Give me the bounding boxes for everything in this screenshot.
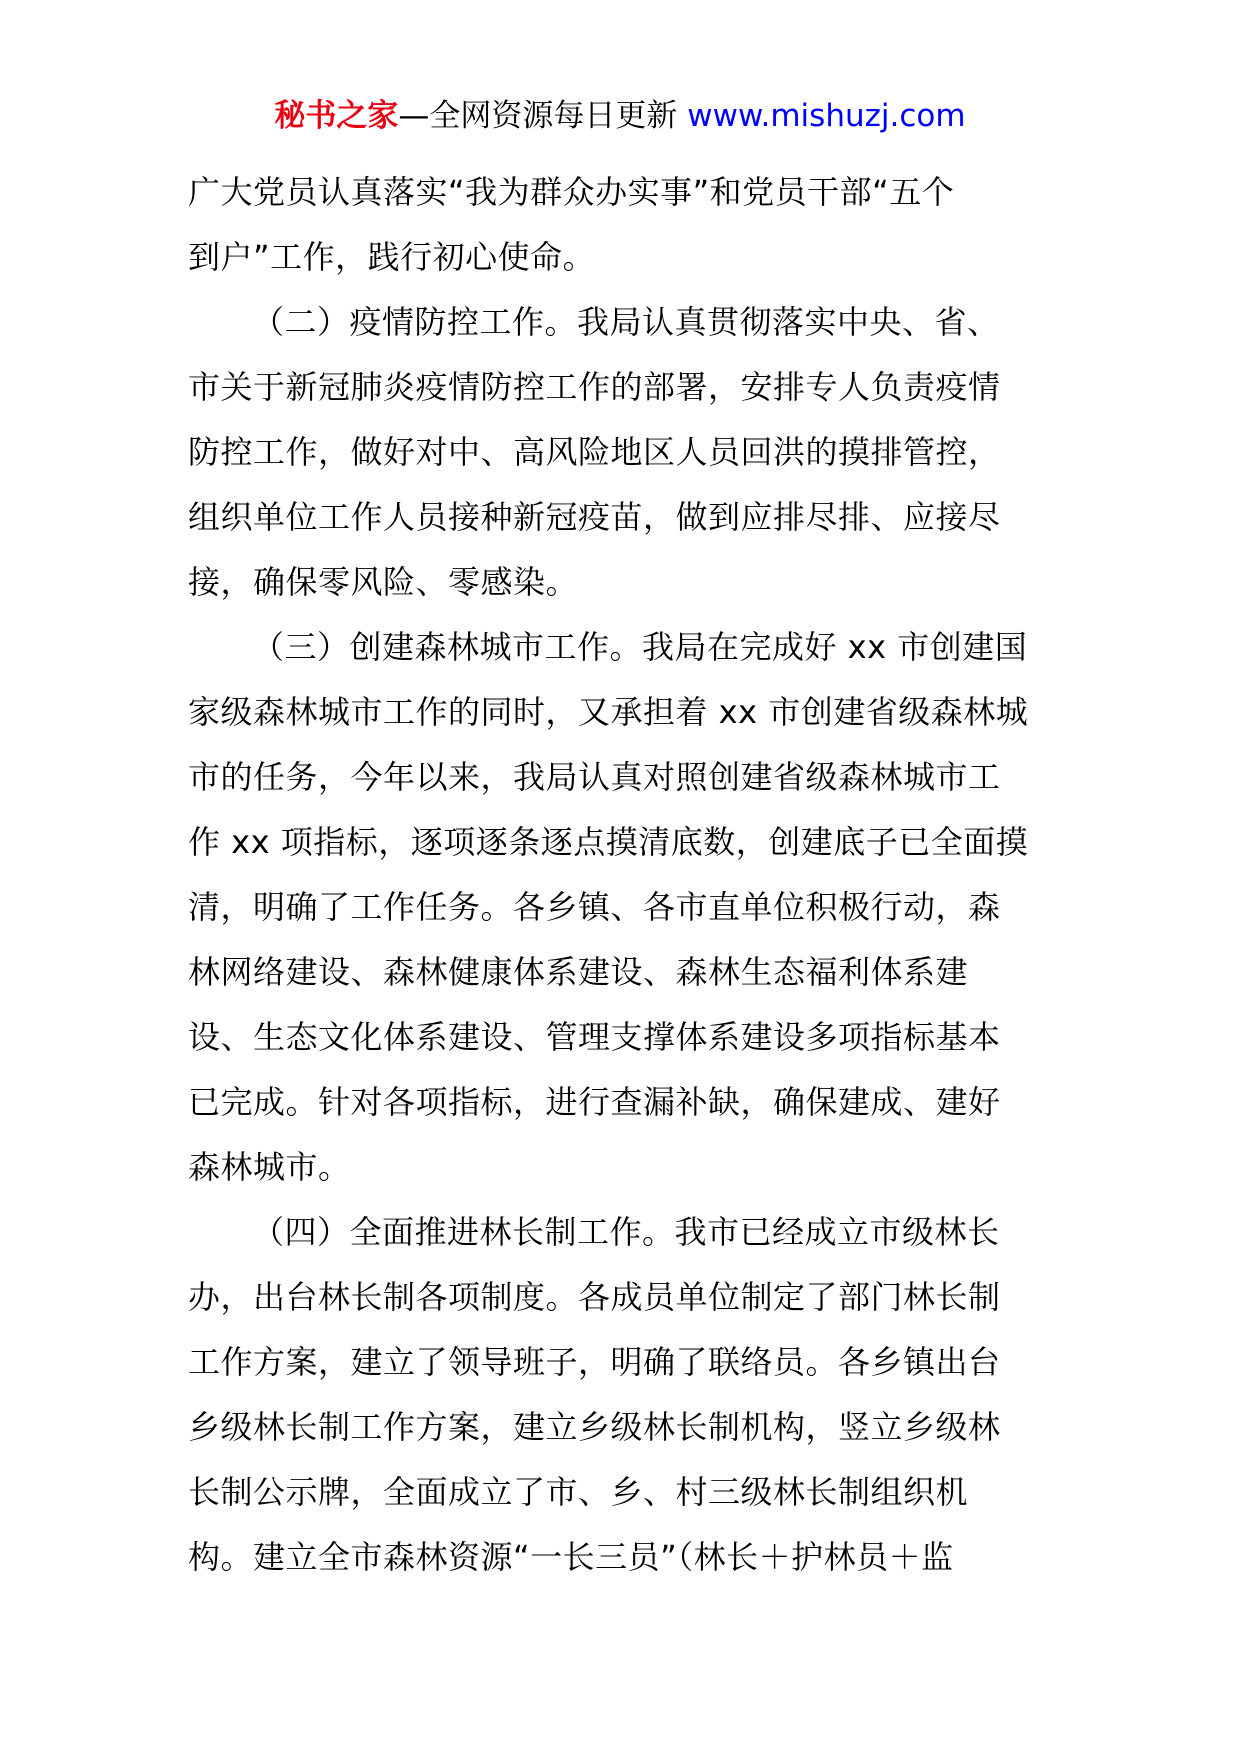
text-line: （三）创建森林城市工作。我局在完成好 xx 市创建国 (252, 628, 1028, 666)
text-line: 森林城市。 (188, 1148, 351, 1186)
text-line: 构。建立全市森林资源“一长三员”（林长＋护林员＋监 (188, 1538, 954, 1576)
text-line: 家级森林城市工作的同时，又承担着 xx 市创建省级森林城 (188, 693, 1029, 731)
text-line: 接，确保零风险、零感染。 (188, 563, 579, 601)
text-line: 到户”工作，践行初心使命。 (188, 238, 596, 276)
header-tagline: —全网资源每日更新 (398, 98, 688, 134)
text-line: 市的任务，今年以来，我局认真对照创建省级森林城市工 (188, 758, 1001, 796)
text-line: （二）疫情防控工作。我局认真贯彻落实中央、省、 (252, 303, 1000, 341)
text-line: 防控工作，做好对中、高风险地区人员回洪的摸排管控， (188, 433, 1001, 471)
text-line: 乡级林长制工作方案，建立乡级林长制机构，竖立乡级林 (188, 1408, 1001, 1446)
page-header (0, 96, 1240, 136)
text-line: 清，明确了工作任务。各乡镇、各市直单位积极行动，森 (188, 888, 1001, 926)
document-body (188, 160, 1058, 1590)
header-url-link[interactable]: www.mishuzj.com (687, 98, 966, 134)
brand-name: 秘书之家 (274, 98, 399, 134)
text-line: 作 xx 项指标，逐项逐条逐点摸清底数，创建底子已全面摸 (188, 823, 1029, 861)
text-line: 组织单位工作人员接种新冠疫苗，做到应排尽排、应接尽 (188, 498, 1001, 536)
text-line: 办，出台林长制各项制度。各成员单位制定了部门林长制 (188, 1278, 1001, 1316)
text-line: 工作方案，建立了领导班子，明确了联络员。各乡镇出台 (188, 1343, 1001, 1381)
text-line: 林网络建设、森林健康体系建设、森林生态福利体系建 (188, 953, 969, 991)
text-line: 广大党员认真落实“我为群众办实事”和党员干部“五个 (188, 173, 955, 211)
text-line: 设、生态文化体系建设、管理支撑体系建设多项指标基本 (188, 1018, 1001, 1056)
text-line: 市关于新冠肺炎疫情防控工作的部署，安排专人负责疫情 (188, 368, 1001, 406)
text-line: （四）全面推进林长制工作。我市已经成立市级林长 (252, 1213, 1000, 1251)
text-line: 已完成。针对各项指标，进行查漏补缺，确保建成、建好 (188, 1083, 1001, 1121)
text-line: 长制公示牌，全面成立了市、乡、村三级林长制组织机 (188, 1473, 969, 1511)
